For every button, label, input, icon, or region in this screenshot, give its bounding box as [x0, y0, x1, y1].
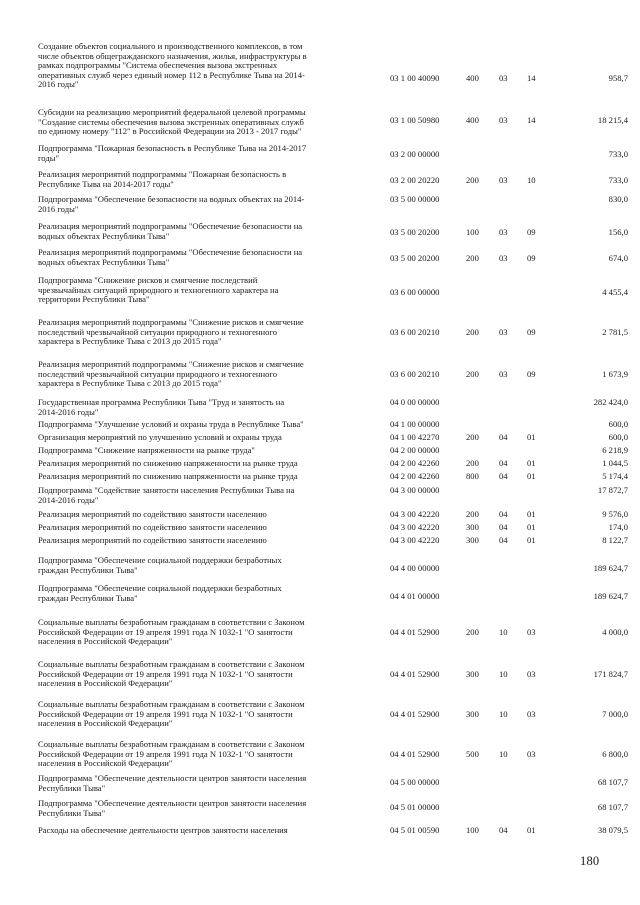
- row-amount: 5 174,4: [602, 471, 628, 481]
- row-section: 10: [499, 669, 508, 679]
- row-amount: 7 000,0: [602, 709, 628, 719]
- row-amount: 958,7: [608, 73, 628, 83]
- row-amount: 6 218,9: [602, 445, 628, 455]
- row-name: Создание объектов социального и производственного комплексов, в том числе объектов общегражданского назначения, жилья, инфраструктуры в рамках подпрограммы "Система обеспечения вызова экстренных оперативных служб через единый номер 112 в Республике Тыва на 2014- 2016 годы": [38, 41, 307, 90]
- row-amount: 18 215,4: [597, 115, 628, 125]
- row-section: 03: [499, 175, 508, 185]
- page-number: 180: [580, 854, 600, 868]
- row-section: 03: [499, 227, 508, 237]
- row-csr-code: 03 5 00 20200: [390, 253, 440, 263]
- row-section: 10: [499, 749, 508, 759]
- row-expense-type: 200: [466, 432, 479, 442]
- row-subsection: 14: [527, 115, 536, 125]
- row-amount: 189 624,7: [593, 563, 628, 573]
- row-csr-code: 04 1 00 42270: [390, 432, 440, 442]
- row-section: 04: [499, 522, 508, 532]
- row-amount: 189 624,7: [593, 591, 628, 601]
- row-section: 10: [499, 709, 508, 719]
- row-csr-code: 03 6 00 20210: [390, 369, 440, 379]
- row-name: Подпрограмма "Обеспечение социальной поддержки безработных граждан Республики Тыва": [38, 555, 282, 575]
- row-subsection: 09: [527, 327, 536, 337]
- row-csr-code: 03 6 00 20210: [390, 327, 440, 337]
- row-subsection: 01: [527, 458, 536, 468]
- row-section: 03: [499, 369, 508, 379]
- row-csr-code: 03 2 00 00000: [390, 149, 440, 159]
- row-name: Государственная программа Республики Тыва "Труд и занятость на 2014-2016 годы": [38, 397, 285, 417]
- row-amount: 9 576,0: [602, 509, 628, 519]
- row-csr-code: 04 3 00 42220: [390, 509, 440, 519]
- row-subsection: 10: [527, 175, 536, 185]
- row-csr-code: 03 5 00 00000: [390, 194, 440, 204]
- row-amount: 8 122,7: [602, 535, 628, 545]
- row-amount: 68 107,7: [597, 802, 628, 812]
- row-expense-type: 200: [466, 175, 479, 185]
- row-expense-type: 200: [466, 327, 479, 337]
- row-name: Субсидии на реализацию мероприятий федеральной целевой программы "Создание системы обеспечения вызова экстренных оперативных служб по единому номеру "112" в Российской Федерации на 2013 - 2017 годы": [38, 107, 306, 137]
- row-csr-code: 03 2 00 20220: [390, 175, 440, 185]
- row-expense-type: 200: [466, 458, 479, 468]
- row-csr-code: 03 6 00 00000: [390, 287, 440, 297]
- row-subsection: 01: [527, 432, 536, 442]
- row-expense-type: 200: [466, 369, 479, 379]
- row-amount: 38 079,5: [597, 825, 628, 835]
- row-amount: 282 424,0: [593, 397, 628, 407]
- row-expense-type: 200: [466, 627, 479, 637]
- row-expense-type: 300: [466, 522, 479, 532]
- row-name: Социальные выплаты безработным гражданам в соответствии с Законом Российской Федерации от 19 апреля 1991 года N 1032-1 "О занятости населения в Российской Федерации": [38, 699, 305, 729]
- row-expense-type: 100: [466, 227, 479, 237]
- row-subsection: 01: [527, 471, 536, 481]
- row-name: Подпрограмма "Обеспечение деятельности центров занятости населения Республики Тыва": [38, 773, 307, 793]
- row-subsection: 14: [527, 73, 536, 83]
- row-subsection: 03: [527, 627, 536, 637]
- row-name: Реализация мероприятий по снижению напряженности на рынке труда: [38, 458, 298, 468]
- row-subsection: 09: [527, 369, 536, 379]
- row-amount: 17 872,7: [597, 485, 628, 495]
- row-expense-type: 400: [466, 73, 479, 83]
- row-amount: 174,0: [608, 522, 628, 532]
- row-section: 03: [499, 253, 508, 263]
- row-section: 10: [499, 627, 508, 637]
- row-section: 03: [499, 327, 508, 337]
- row-name: Реализация мероприятий подпрограммы "Обеспечение безопасности на водных объектах Республики Тыва": [38, 247, 303, 267]
- row-amount: 4 000,0: [602, 627, 628, 637]
- row-subsection: 03: [527, 749, 536, 759]
- row-section: 04: [499, 535, 508, 545]
- row-section: 03: [499, 73, 508, 83]
- row-amount: 68 107,7: [597, 777, 628, 787]
- row-expense-type: 300: [466, 535, 479, 545]
- row-name: Подпрограмма "Снижение напряженности на рынке труда": [38, 445, 255, 455]
- row-name: Реализация мероприятий подпрограммы "Снижение рисков и смягчение последствий чрезвычайной ситуации природного и техногенного характера в Республике Тыва с 2013 до 2015 года": [38, 359, 304, 389]
- row-csr-code: 04 3 00 42220: [390, 535, 440, 545]
- row-amount: 674,0: [608, 253, 628, 263]
- row-section: 04: [499, 432, 508, 442]
- row-csr-code: 04 1 00 00000: [390, 419, 440, 429]
- row-section: 04: [499, 825, 508, 835]
- row-name: Реализация мероприятий подпрограммы "Обеспечение безопасности на водных объектах Республики Тыва": [38, 221, 303, 241]
- row-amount: 830,0: [608, 194, 628, 204]
- row-name: Подпрограмма "Обеспечение деятельности центров занятости населения Республики Тыва": [38, 798, 307, 818]
- row-amount: 600,0: [608, 432, 628, 442]
- row-csr-code: 04 4 01 52900: [390, 627, 440, 637]
- row-csr-code: 04 4 01 00000: [390, 591, 440, 601]
- row-subsection: 03: [527, 669, 536, 679]
- row-expense-type: 400: [466, 115, 479, 125]
- row-amount: 171 824,7: [593, 669, 628, 679]
- row-csr-code: 04 4 00 00000: [390, 563, 440, 573]
- row-name: Организация мероприятий по улучшению условий и охраны труда: [38, 432, 282, 442]
- row-name: Реализация мероприятий по содействию занятости населению: [38, 522, 267, 532]
- row-amount: 733,0: [608, 149, 628, 159]
- row-csr-code: 04 5 01 00000: [390, 802, 440, 812]
- row-name: Реализация мероприятий по снижению напряженности на рынке труда: [38, 471, 298, 481]
- row-name: Реализация мероприятий подпрограммы "Пожарная безопасность в Республике Тыва на 2014-2017 годы": [38, 169, 287, 189]
- row-amount: 733,0: [608, 175, 628, 185]
- row-expense-type: 300: [466, 709, 479, 719]
- row-section: 04: [499, 458, 508, 468]
- row-name: Подпрограмма "Снижение рисков и смягчение последствий чрезвычайных ситуаций природного и техногенного характера на территории Республики Тыва": [38, 275, 279, 305]
- row-amount: 156,0: [608, 227, 628, 237]
- row-name: Реализация мероприятий по содействию занятости населению: [38, 509, 267, 519]
- row-csr-code: 03 1 00 50980: [390, 115, 440, 125]
- row-subsection: 01: [527, 825, 536, 835]
- row-csr-code: 04 4 01 52900: [390, 669, 440, 679]
- row-name: Реализация мероприятий по содействию занятости населению: [38, 535, 267, 545]
- row-csr-code: 04 4 01 52900: [390, 749, 440, 759]
- row-subsection: 03: [527, 709, 536, 719]
- row-name: Подпрограмма "Содействие занятости населения Республики Тыва на 2014-2016 годы": [38, 485, 295, 505]
- row-expense-type: 100: [466, 825, 479, 835]
- row-csr-code: 04 3 00 00000: [390, 485, 440, 495]
- row-subsection: 09: [527, 253, 536, 263]
- row-csr-code: 03 5 00 20200: [390, 227, 440, 237]
- row-amount: 600,0: [608, 419, 628, 429]
- row-name: Подпрограмма "Обеспечение социальной поддержки безработных граждан Республики Тыва": [38, 583, 282, 603]
- row-name: Подпрограмма "Обеспечение безопасности на водных объектах на 2014- 2016 годы": [38, 194, 305, 214]
- row-section: 03: [499, 115, 508, 125]
- row-name: Подпрограмма "Пожарная безопасность в Республике Тыва на 2014-2017 годы": [38, 143, 307, 163]
- row-expense-type: 200: [466, 509, 479, 519]
- row-csr-code: 04 2 00 42260: [390, 471, 440, 481]
- row-name: Реализация мероприятий подпрограммы "Снижение рисков и смягчение последствий чрезвычайной ситуации природного и техногенного характера в Республике Тыва с 2013 до 2015 года": [38, 317, 304, 347]
- row-name: Социальные выплаты безработным гражданам в соответствии с Законом Российской Федерации от 19 апреля 1991 года N 1032-1 "О занятости населения в Российской Федерации": [38, 617, 305, 647]
- row-amount: 2 781,5: [602, 327, 628, 337]
- row-section: 04: [499, 471, 508, 481]
- row-subsection: 01: [527, 509, 536, 519]
- row-subsection: 09: [527, 227, 536, 237]
- row-name: Расходы на обеспечение деятельности центров занятости населения: [38, 825, 288, 835]
- row-csr-code: 04 2 00 42260: [390, 458, 440, 468]
- row-name: Подпрограмма "Улучшение условий и охраны труда в Республике Тыва": [38, 419, 304, 429]
- row-expense-type: 300: [466, 669, 479, 679]
- row-csr-code: 04 5 00 00000: [390, 777, 440, 787]
- row-csr-code: 04 2 00 00000: [390, 445, 440, 455]
- row-amount: 1 673,9: [602, 369, 628, 379]
- row-expense-type: 500: [466, 749, 479, 759]
- row-subsection: 01: [527, 522, 536, 532]
- row-csr-code: 04 0 00 00000: [390, 397, 440, 407]
- row-csr-code: 04 5 01 00590: [390, 825, 440, 835]
- row-section: 04: [499, 509, 508, 519]
- row-amount: 6 800,0: [602, 749, 628, 759]
- row-amount: 4 455,4: [602, 287, 628, 297]
- row-expense-type: 200: [466, 253, 479, 263]
- row-name: Социальные выплаты безработным гражданам в соответствии с Законом Российской Федерации от 19 апреля 1991 года N 1032-1 "О занятости населения в Российской Федерации": [38, 659, 305, 689]
- row-csr-code: 04 3 00 42220: [390, 522, 440, 532]
- row-csr-code: 03 1 00 40090: [390, 73, 440, 83]
- row-amount: 1 044,5: [602, 458, 628, 468]
- row-subsection: 01: [527, 535, 536, 545]
- row-name: Социальные выплаты безработным гражданам в соответствии с Законом Российской Федерации от 19 апреля 1991 года N 1032-1 "О занятости населения в Российской Федерации": [38, 739, 305, 769]
- row-csr-code: 04 4 01 52900: [390, 709, 440, 719]
- row-expense-type: 800: [466, 471, 479, 481]
